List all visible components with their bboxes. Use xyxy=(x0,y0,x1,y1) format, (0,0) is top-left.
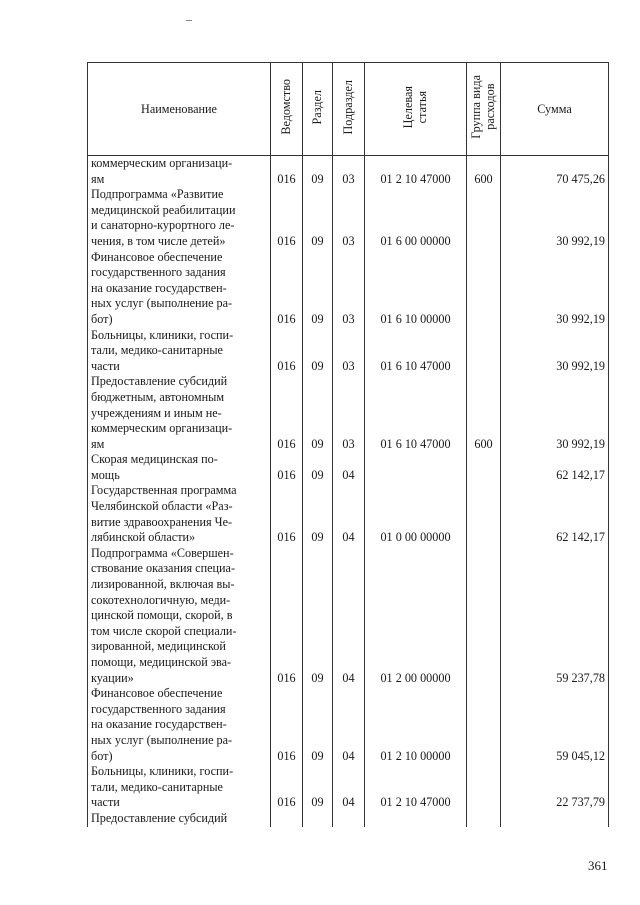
header-razdel: Раздел xyxy=(303,63,333,156)
cell-sum: 22 737,79 xyxy=(501,764,609,811)
cell-ved: 016 xyxy=(271,686,303,764)
cell-ved xyxy=(271,811,303,827)
cell-grp xyxy=(467,187,501,249)
cell-name: коммерческим организаци- ям xyxy=(88,156,271,188)
cell-ved: 016 xyxy=(271,452,303,483)
cell-grp xyxy=(467,811,501,827)
table-row xyxy=(88,452,609,483)
cell-ved: 016 xyxy=(271,250,303,328)
cell-cel xyxy=(365,452,467,483)
table-row xyxy=(88,811,609,827)
cell-raz: 09 xyxy=(303,374,333,452)
cell-ved: 016 xyxy=(271,546,303,686)
cell-name: Больницы, клиники, госпи- тали, медико-санитарные части xyxy=(88,328,271,375)
header-summa: Сумма xyxy=(501,63,609,156)
cell-sum: 62 142,17 xyxy=(501,452,609,483)
cell-cel: 01 2 00 00000 xyxy=(365,546,467,686)
cell-cel: 01 6 10 00000 xyxy=(365,250,467,328)
cell-name: Подпрограмма «Развитие медицинской реабилитации и санаторно-курортного ле- чения, в том числе детей» xyxy=(88,187,271,249)
table-row xyxy=(88,156,609,188)
cell-raz: 09 xyxy=(303,764,333,811)
cell-grp xyxy=(467,546,501,686)
budget-table-sheet xyxy=(87,62,608,827)
cell-grp xyxy=(467,452,501,483)
cell-raz: 09 xyxy=(303,187,333,249)
table-row xyxy=(88,546,609,686)
cell-sum: 59 045,12 xyxy=(501,686,609,764)
cell-cel: 01 2 10 00000 xyxy=(365,686,467,764)
header-gruppa: Группа вида расходов xyxy=(467,63,501,156)
cell-name: Государственная программа Челябинской области «Раз- витие здравоохранения Че- лябинской области» xyxy=(88,483,271,545)
cell-raz: 09 xyxy=(303,546,333,686)
cell-cel: 01 0 00 00000 xyxy=(365,483,467,545)
cell-pod: 04 xyxy=(333,686,365,764)
cell-pod: 03 xyxy=(333,374,365,452)
cell-grp xyxy=(467,483,501,545)
cell-sum: 62 142,17 xyxy=(501,483,609,545)
cell-raz: 09 xyxy=(303,250,333,328)
cell-name: Скорая медицинская по- мощь xyxy=(88,452,271,483)
header-ved: Ведомство xyxy=(271,63,303,156)
cell-grp: 600 xyxy=(467,156,501,188)
budget-table xyxy=(87,62,609,827)
cell-raz: 09 xyxy=(303,686,333,764)
cell-sum xyxy=(501,811,609,827)
cell-sum: 30 992,19 xyxy=(501,250,609,328)
cell-name: Больницы, клиники, госпи- тали, медико-санитарные части xyxy=(88,764,271,811)
cell-cel: 01 2 10 47000 xyxy=(365,764,467,811)
table-row xyxy=(88,686,609,764)
cell-pod: 04 xyxy=(333,764,365,811)
cell-grp xyxy=(467,328,501,375)
header-name: Наименование xyxy=(88,63,271,156)
cell-grp xyxy=(467,250,501,328)
cell-sum: 30 992,19 xyxy=(501,187,609,249)
cell-ved: 016 xyxy=(271,483,303,545)
cell-raz xyxy=(303,811,333,827)
table-row xyxy=(88,483,609,545)
cell-name: Подпрограмма «Совершен- ствование оказания специа- лизированной, включая вы- сокотехнологичную, меди- цинской помощи, скорой, в том числе скорой специали- зированной, медицинской помощи, медицинской эва- куации» xyxy=(88,546,271,686)
page-number: 361 xyxy=(588,858,608,873)
cell-cel xyxy=(365,811,467,827)
cell-name: Финансовое обеспечение государственного задания на оказание государствен- ных услуг (выполнение ра- бот) xyxy=(88,686,271,764)
cell-name: Предоставление субсидий xyxy=(88,811,271,827)
cell-raz: 09 xyxy=(303,156,333,188)
table-body xyxy=(88,156,609,827)
cell-pod: 03 xyxy=(333,328,365,375)
cell-pod: 03 xyxy=(333,250,365,328)
table-header-row xyxy=(88,63,609,156)
header-podrazdel: Подраздел xyxy=(333,63,365,156)
cell-cel: 01 2 10 47000 xyxy=(365,156,467,188)
cell-grp xyxy=(467,686,501,764)
table-row xyxy=(88,764,609,811)
cell-sum: 30 992,19 xyxy=(501,328,609,375)
cell-ved: 016 xyxy=(271,764,303,811)
cell-grp xyxy=(467,764,501,811)
cell-ved: 016 xyxy=(271,328,303,375)
table-row xyxy=(88,250,609,328)
cell-ved: 016 xyxy=(271,156,303,188)
cell-sum: 59 237,78 xyxy=(501,546,609,686)
header-celevaya: Целевая статья xyxy=(365,63,467,156)
cell-cel: 01 6 10 47000 xyxy=(365,374,467,452)
scan-mark xyxy=(186,20,192,21)
cell-pod: 04 xyxy=(333,546,365,686)
cell-pod: 04 xyxy=(333,483,365,545)
cell-cel: 01 6 10 47000 xyxy=(365,328,467,375)
cell-pod: 03 xyxy=(333,156,365,188)
cell-ved: 016 xyxy=(271,374,303,452)
cell-grp: 600 xyxy=(467,374,501,452)
cell-pod xyxy=(333,811,365,827)
cell-ved: 016 xyxy=(271,187,303,249)
cell-raz: 09 xyxy=(303,328,333,375)
cell-cel: 01 6 00 00000 xyxy=(365,187,467,249)
cell-raz: 09 xyxy=(303,483,333,545)
cell-pod: 03 xyxy=(333,187,365,249)
cell-pod: 04 xyxy=(333,452,365,483)
cell-sum: 30 992,19 xyxy=(501,374,609,452)
cell-sum: 70 475,26 xyxy=(501,156,609,188)
cell-name: Предоставление субсидий бюджетным, автономным учреждениям и иным не- коммерческим организаци- ям xyxy=(88,374,271,452)
cell-raz: 09 xyxy=(303,452,333,483)
cell-name: Финансовое обеспечение государственного задания на оказание государствен- ных услуг (выполнение ра- бот) xyxy=(88,250,271,328)
table-row xyxy=(88,374,609,452)
table-row xyxy=(88,187,609,249)
table-row xyxy=(88,328,609,375)
